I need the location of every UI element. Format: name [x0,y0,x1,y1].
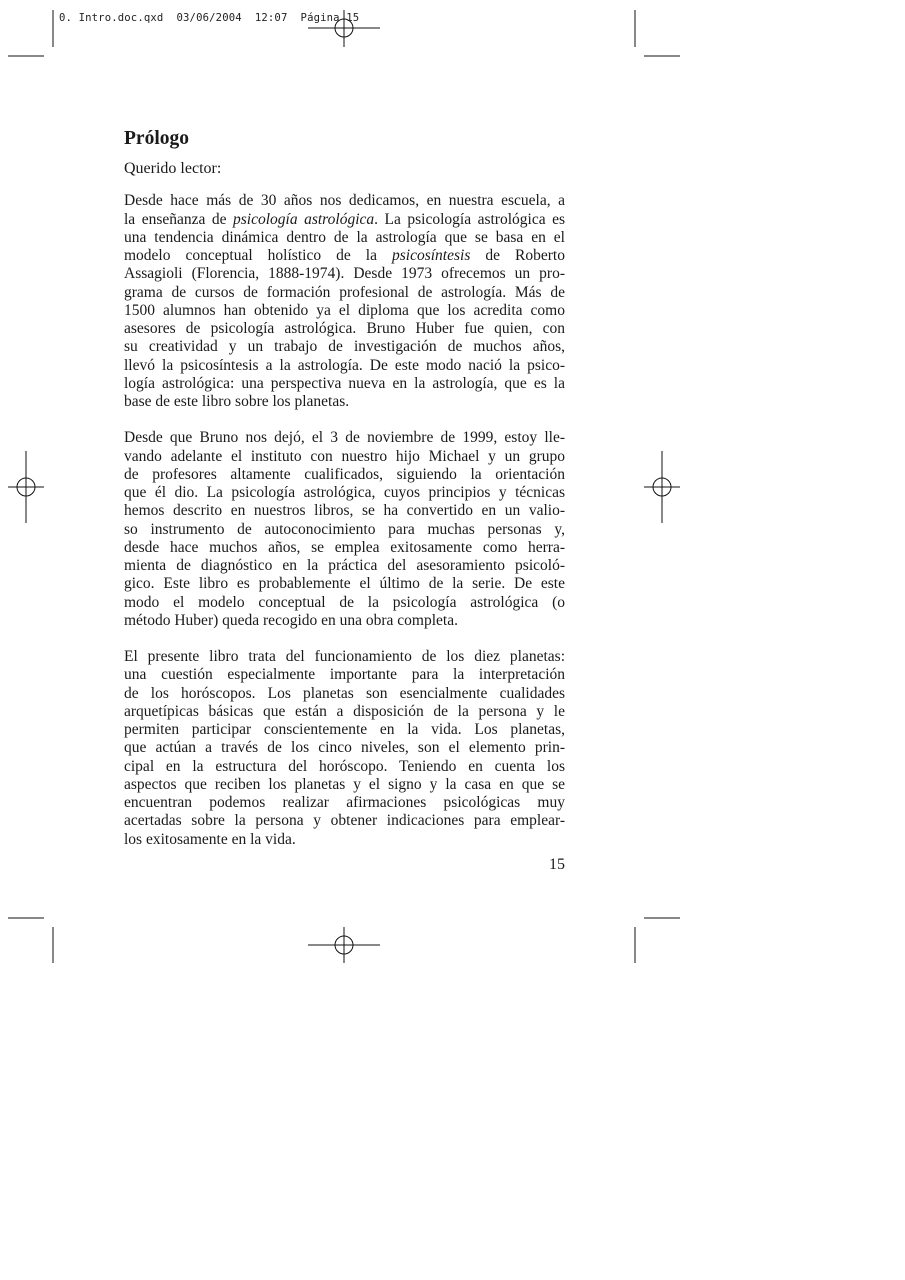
text-line: El presente libro trata del funcionamiento de los diez planetas: [124,648,565,665]
page-number: 15 [549,856,565,873]
text-line: una tendencia dinámica dentro de la astrología que se basa en el [124,228,565,246]
text-line: asesores de psicología astrológica. Bruno Huber fue quien, con [124,320,565,337]
text-line: Desde hace más de 30 años nos dedicamos, en nuestra escuela, a [124,192,565,210]
text-line: permiten participar conscientemente en la vida. Los planetas, [124,721,565,738]
text-line: cipal en la estructura del horóscopo. Teniendo en cuenta los [124,757,565,775]
text-line: Assagioli (Florencia, 1888-1974). Desde 1973 ofrecemos un pro- [124,265,565,283]
text-line: aspectos que reciben los planetas y el signo y la casa en que se [124,775,565,793]
salutation: Querido lector: [124,160,222,177]
text-line: 1500 alumnos han obtenido ya el diploma que los acredita como [124,301,565,319]
text-line: mienta de diagnóstico en la práctica del asesoramiento psicoló- [124,557,565,574]
text-line: los exitosamente en la vida. [124,830,296,848]
text-line: llevó la psicosíntesis a la astrología. De este modo nació la psico- [124,356,565,374]
registration-mark-left-icon [8,451,44,523]
page-title: Prólogo [124,128,189,149]
paragraph-1 [124,192,565,411]
text-line: método Huber) queda recogido en una obra completa. [124,611,458,629]
registration-mark-right-icon [644,451,680,523]
text-line: que actúan a través de los cinco niveles, son el elemento prin- [124,739,565,757]
text-line: modo el modelo conceptual de la psicología astrológica (o [124,593,565,611]
text-line: de los horóscopos. Los planetas son esencialmente cualidades [124,684,565,702]
text-line: grama de cursos de formación profesional de astrología. Más de [124,283,565,301]
paragraphs [124,192,565,849]
text-line: so instrumento de autoconocimiento para muchas personas y, [124,520,565,538]
text-line: vando adelante el instituto con nuestro hijo Michael y un grupo [124,447,565,465]
italic-term: psicosíntesis [391,247,471,264]
text-line: hemos descrito en nuestros libros, se ha convertido en un valio- [124,502,565,520]
italic-term: psicología astrológica [233,210,375,228]
text-line: base de este libro sobre los planetas. [124,393,350,410]
page-body [124,127,565,867]
text-line: desde hace muchos años, se emplea exitosamente como herra- [124,538,565,556]
text-line: encuentran podemos realizar afirmaciones psicológicas muy [124,794,565,811]
text-line: de profesores altamente cualificados, siguiendo la orientación [124,465,565,483]
text-line: Desde que Bruno nos dejó, el 3 de noviembre de 1999, estoy lle- [124,429,565,447]
text-line: gico. Este libro es probablemente el último de la serie. De este [124,575,565,593]
text-line: arquetípicas básicas que están a disposición de la persona y le [124,702,565,720]
text-line: modelo conceptual holístico de la psicosíntesis de Roberto [124,247,565,264]
text-line: la enseñanza de psicología astrológica. La psicología astrológica es [124,210,565,228]
text-line: una cuestión especialmente importante para la interpretación [124,666,565,684]
paragraph-3 [124,648,565,849]
text-line: logía astrológica: una perspectiva nueva en la astrología, que es la [124,374,565,392]
paragraph-2 [124,429,565,630]
text-line: acertadas sobre la persona y obtener indicaciones para emplear- [124,812,565,830]
text-line: que él dio. La psicología astrológica, cuyos principios y técnicas [124,484,565,501]
registration-mark-bottom-icon [308,927,380,963]
print-slug: 0. Intro.doc.qxd 03/06/2004 12:07 Página 15 [59,12,360,24]
text-line: su creatividad y un trabajo de investigación de muchos años, [124,338,565,356]
